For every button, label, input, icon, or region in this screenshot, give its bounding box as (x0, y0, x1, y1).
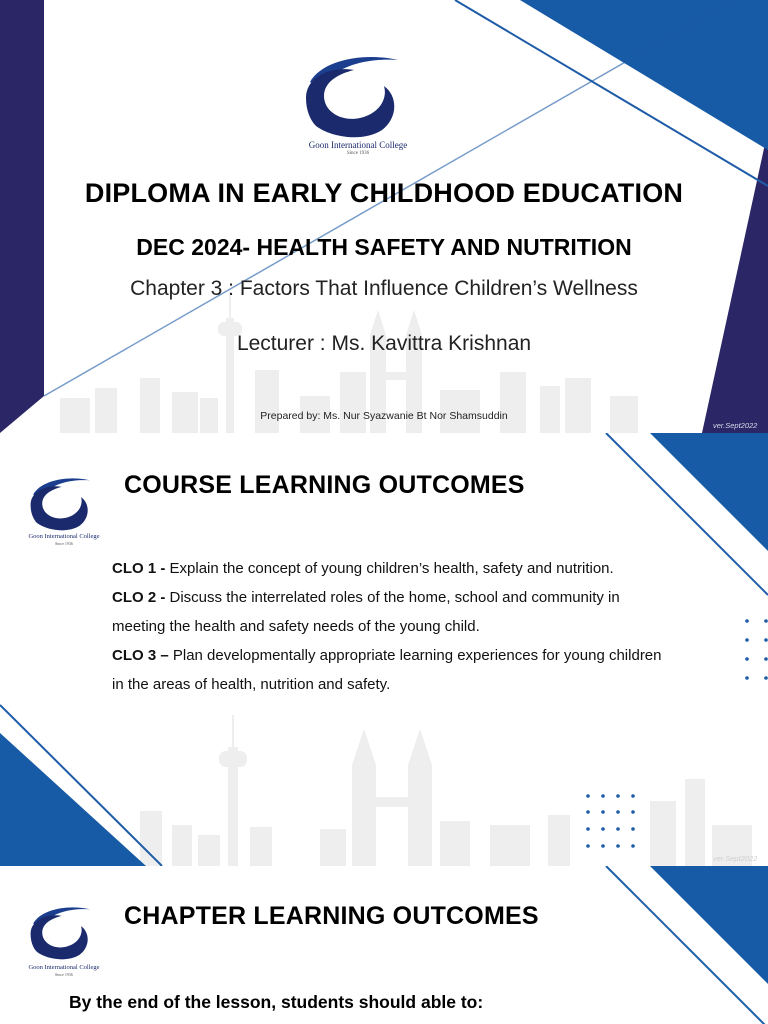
course-outcomes-slide (0, 433, 768, 866)
clo-label: CLO 3 – (112, 647, 169, 664)
version-tag: ver.Sept2022 (713, 421, 758, 430)
clo-text: Discuss the interrelated roles of the home, school and community in meeting the health and safety needs of the young child. (112, 589, 620, 635)
college-logo-icon (28, 475, 94, 531)
chapter-outcomes-heading: CHAPTER LEARNING OUTCOMES (124, 902, 539, 930)
program-title: DIPLOMA IN EARLY CHILDHOOD EDUCATION (84, 178, 684, 208)
skyline-silhouette (140, 715, 752, 866)
clo-text: Explain the concept of young children’s health, safety and nutrition. (169, 560, 614, 577)
college-logo-icon (28, 904, 94, 960)
clo-label: CLO 2 - (112, 589, 166, 606)
lesson-lead-text: By the end of the lesson, students should able to: (69, 992, 484, 1012)
logo-college-name: Goon International College (28, 533, 100, 540)
logo-college-name: Goon International College (28, 964, 100, 971)
logo-since: Since 1936 (55, 972, 73, 977)
clo-item (112, 641, 672, 699)
clo-list (112, 554, 672, 699)
clo-item (112, 583, 672, 641)
college-logo-icon (302, 52, 404, 138)
clo-item (112, 554, 672, 583)
title-slide (0, 0, 768, 433)
course-outcomes-heading: COURSE LEARNING OUTCOMES (124, 471, 525, 499)
chapter-outcomes-slide (0, 866, 768, 1024)
chapter-title: Chapter 3 : Factors That Influence Children’s Wellness (130, 277, 638, 300)
clo-text: Plan developmentally appropriate learning experiences for young children in the areas of health, nutrition and safety. (112, 647, 662, 693)
prepared-by: Prepared by: Ms. Nur Syazwanie Bt Nor Shamsuddin (260, 410, 508, 422)
clo-label: CLO 1 - (112, 560, 166, 577)
lecturer-name: Lecturer : Ms. Kavittra Krishnan (236, 332, 532, 355)
logo-since: Since 1936 (55, 541, 73, 546)
version-tag: ver.Sept2022 (713, 854, 758, 863)
logo-college-name: Goon International College (308, 140, 408, 150)
logo-since: Since 1936 (346, 151, 370, 156)
course-title: DEC 2024- HEALTH SAFETY AND NUTRITION (136, 234, 632, 260)
